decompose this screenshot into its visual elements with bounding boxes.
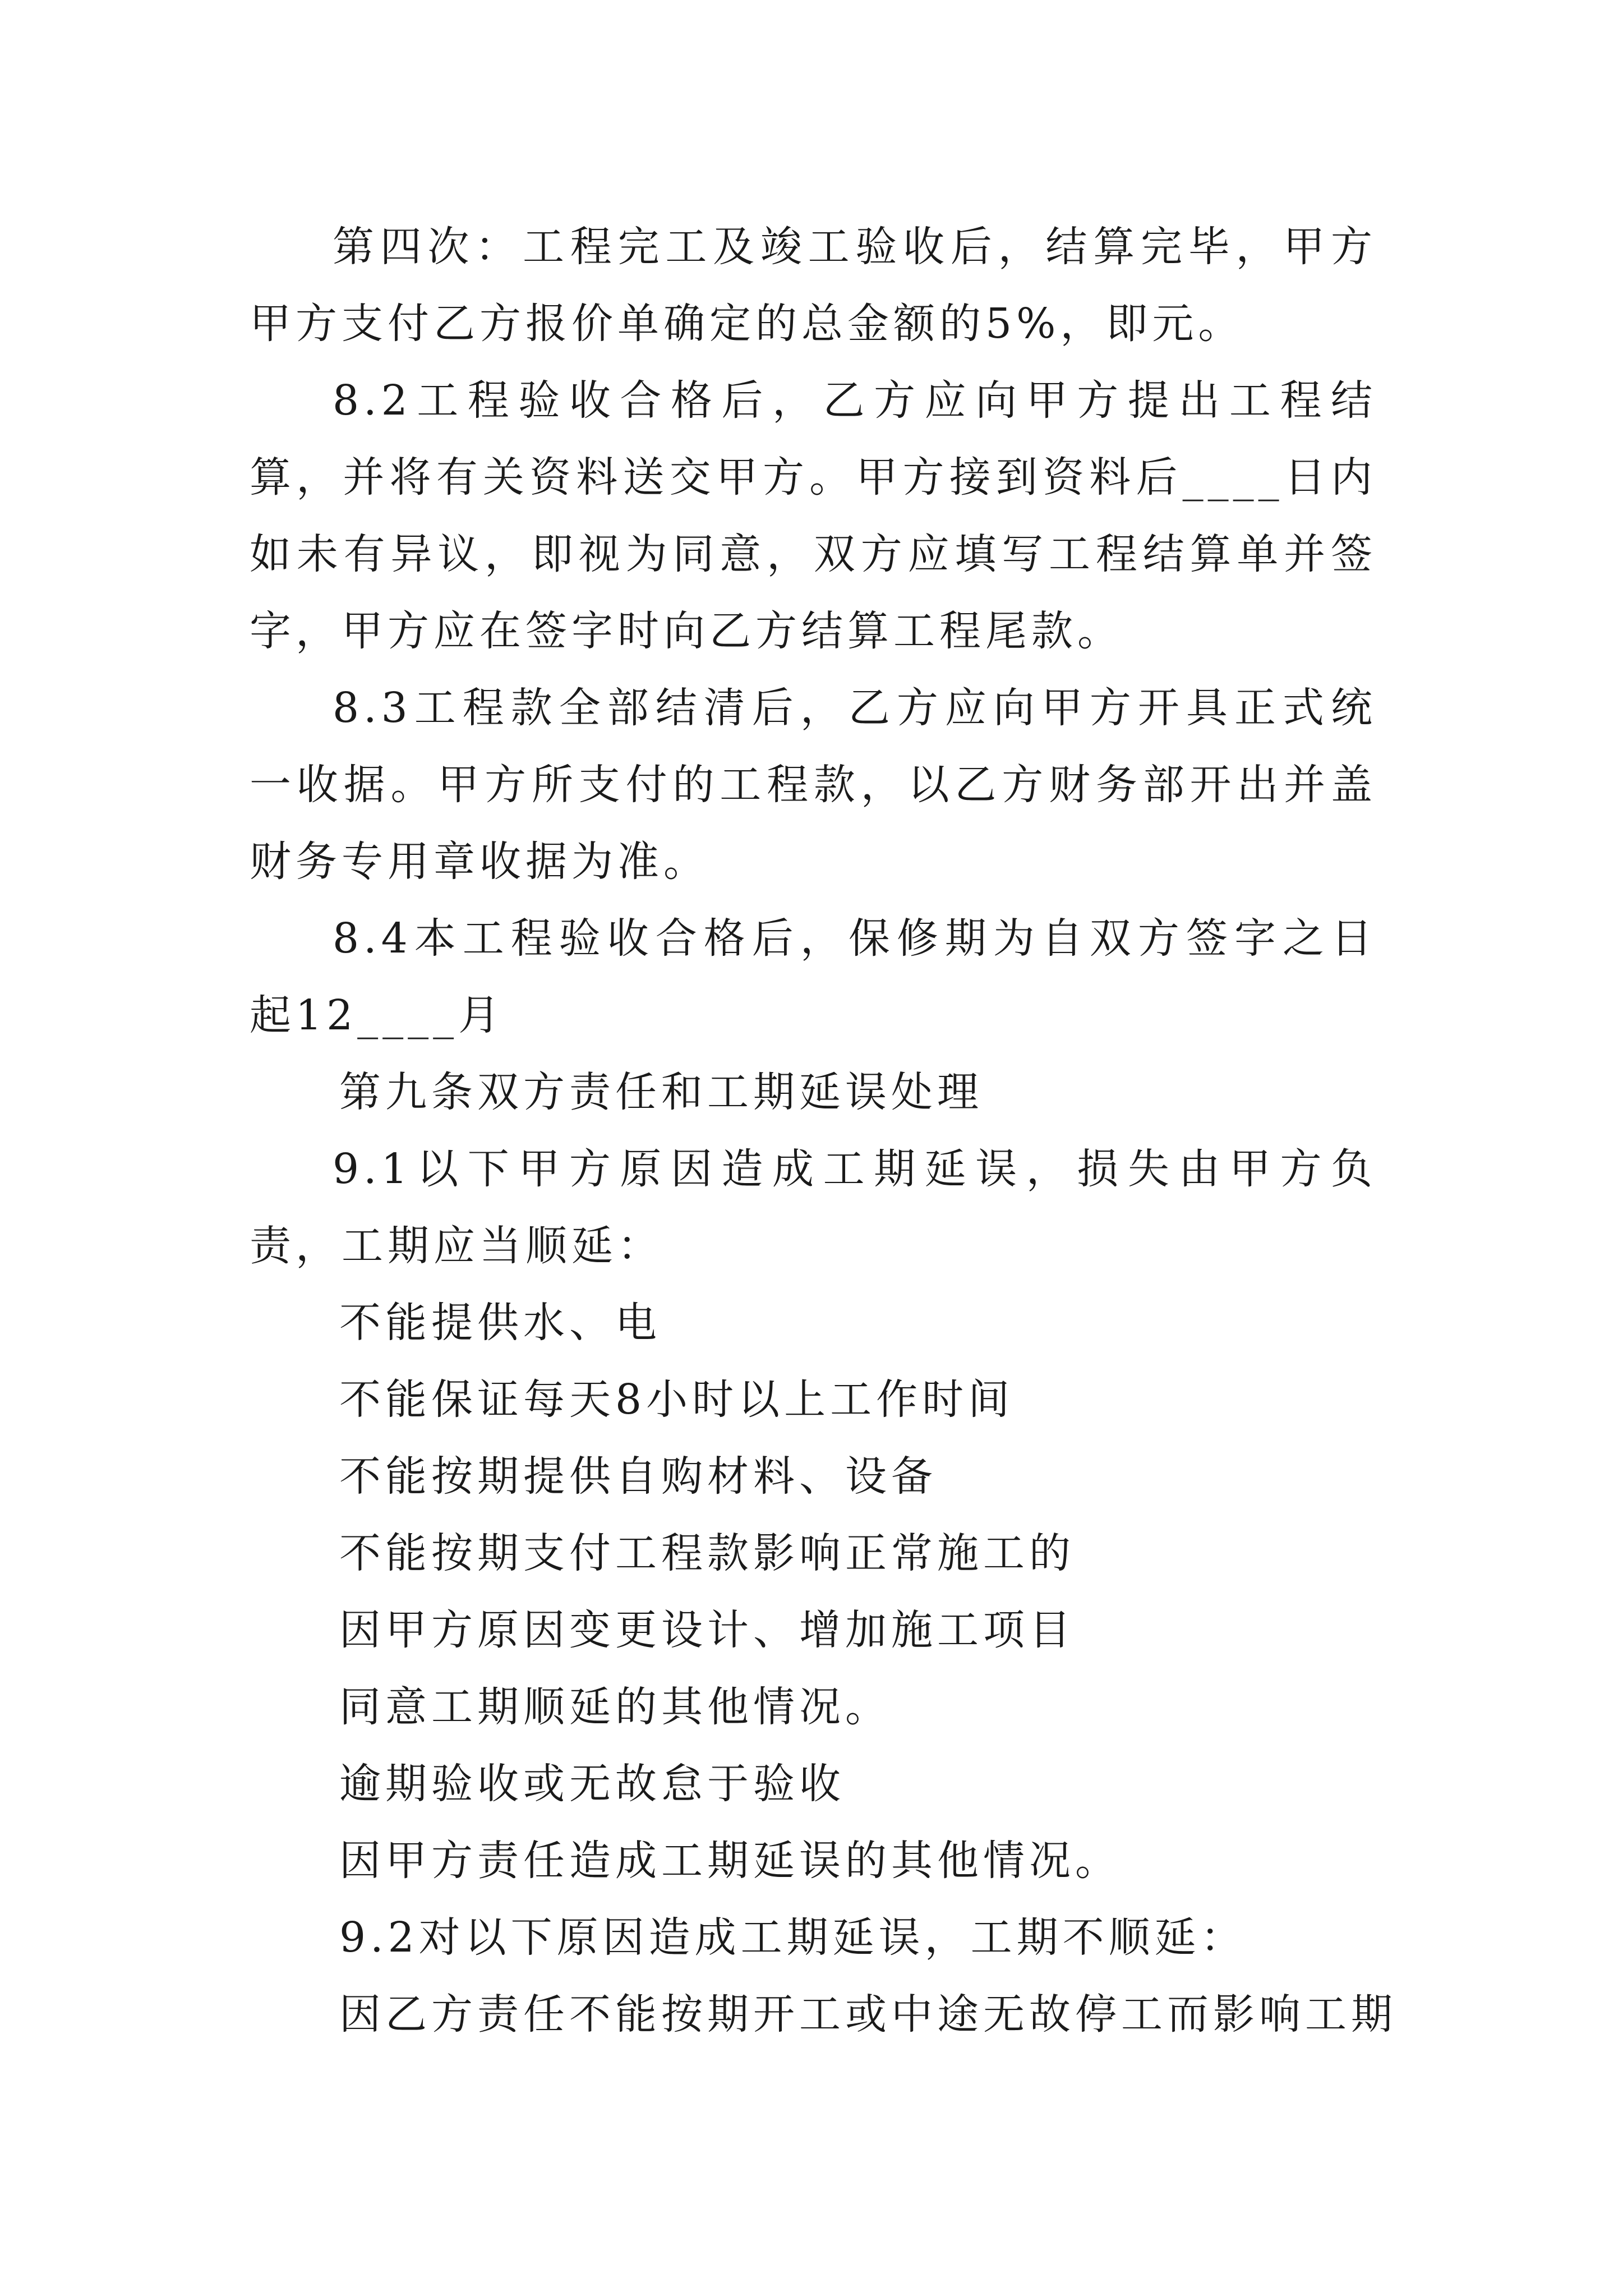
list-item: 同意工期顺延的其他情况。 <box>339 1683 891 1731</box>
article-9-title: 第九条双方责任和工期延误处理 <box>339 1068 983 1116</box>
paragraph-clause-8-3: 8.3工程款全部结清后，乙方应向甲方开具正式统一收据。甲方所支付的工程款，以乙方财务部开出并盖财务专用章收据为准。 <box>250 684 1377 886</box>
paragraph-fourth-payment: 第四次：工程完工及竣工验收后，结算完毕，甲方甲方支付乙方报价单确定的总金额的5%，即元。 <box>250 223 1377 348</box>
list-item: 不能提供水、电 <box>339 1299 661 1347</box>
list-item: 不能按期提供自购材料、设备 <box>339 1452 937 1501</box>
list-item: 不能按期支付工程款影响正常施工的 <box>339 1529 1075 1577</box>
paragraph-clause-8-4: 8.4本工程验收合格后，保修期为自双方签字之日起12____月 <box>250 914 1377 1039</box>
list-item: 因甲方责任造成工期延误的其他情况。 <box>339 1837 1121 1885</box>
list-item: 因乙方责任不能按期开工或中途无故停工而影响工期 <box>339 1990 1397 2039</box>
document-body <box>250 209 1397 2053</box>
clause-9-2: 9.2对以下原因造成工期延误，工期不顺延： <box>339 1913 1247 1962</box>
list-item: 不能保证每天8小时以上工作时间 <box>339 1375 1015 1424</box>
list-item: 因甲方原因变更设计、增加施工项目 <box>339 1606 1075 1654</box>
list-item: 逾期验收或无故怠于验收 <box>339 1760 845 1808</box>
paragraph-clause-8-2: 8.2工程验收合格后，乙方应向甲方提出工程结算，并将有关资料送交甲方。甲方接到资料后____日内如未有异议，即视为同意，双方应填写工程结算单并签字，甲方应在签字时向乙方结算工程尾款。 <box>250 376 1377 655</box>
paragraph-clause-9-1: 9.1以下甲方原因造成工期延误，损失由甲方负责，工期应当顺延： <box>250 1145 1377 1270</box>
